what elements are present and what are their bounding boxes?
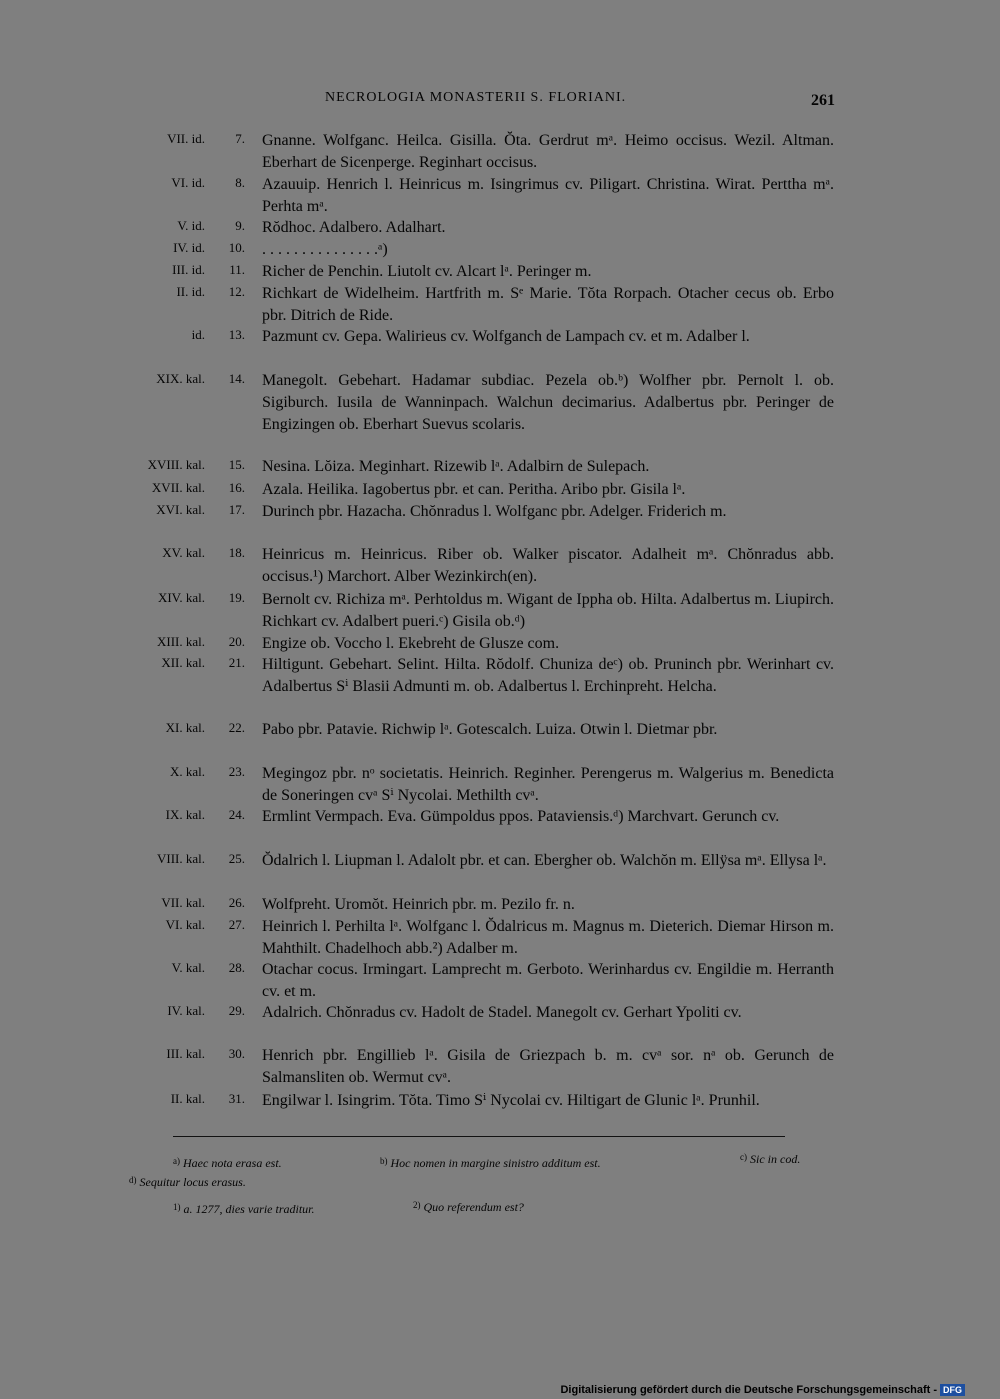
entry-text: Rŏdhoc. Adalbero. Adalhart. <box>262 219 446 236</box>
entry-text: Azala. Heilika. Iagobertus pbr. et can. Peritha. Aribo pbr. Gisila lᵃ. <box>262 481 686 498</box>
footnote-1-mark: 1) <box>173 1202 181 1212</box>
entry-day: 28. <box>228 960 245 975</box>
entry-day: 8. <box>235 175 245 190</box>
footnote-a <box>173 1156 282 1171</box>
entry-day: 14. <box>228 371 245 386</box>
entry-text: . . . . . . . . . . . . . . .ᵃ) <box>262 241 388 258</box>
entry-date: V. id. <box>177 218 205 233</box>
entry-day: 9. <box>235 218 245 233</box>
entry-date: XV. kal. <box>162 545 205 560</box>
entry-text: Wolfpreht. Uromŏt. Heinrich pbr. m. Pezilo fr. n. <box>262 896 575 913</box>
footnote-a-text: Haec nota erasa est. <box>183 1156 282 1170</box>
entry-day: 30. <box>228 1046 245 1061</box>
entry-day: 24. <box>228 807 245 822</box>
entry-day: 16. <box>228 480 245 495</box>
entry-text: Pabo pbr. Patavie. Richwip lᵃ. Gotescalch. Luiza. Otwin l. Dietmar pbr. <box>262 721 718 738</box>
footnote-2 <box>413 1200 524 1215</box>
footnote-a-mark: a) <box>173 1156 180 1166</box>
entry-text: Hiltigunt. Gebehart. Selint. Hilta. Rŏdolf. Chuniza deᶜ) ob. Pruninch pbr. Werinhart cv. Adalbertus Sⁱ Blasii Admunti m. ob. Adalbertus l. Erchinpreht. Helcha. <box>262 656 834 695</box>
entry-day: 31. <box>228 1091 245 1106</box>
entry-text: Bernolt cv. Richiza mᵃ. Perhtoldus m. Wigant de Ippha ob. Hilta. Adalbertus m. Liupirch. Richkart cv. Adalbert pueri.ᶜ) Gisila ob.ᵈ) <box>262 591 834 630</box>
entry-date: VII. kal. <box>161 895 205 910</box>
entry-date: XIX. kal. <box>156 371 205 386</box>
entry-date: XII. kal. <box>161 655 205 670</box>
entry-day: 18. <box>228 545 245 560</box>
entry-text: Pazmunt cv. Gepa. Walirieus cv. Wolfganch de Lampach cv. et m. Adalber l. <box>262 328 750 345</box>
entry-date: XIV. kal. <box>157 590 205 605</box>
footnote-b <box>380 1156 601 1171</box>
dfg-logo: DFG <box>940 1384 965 1396</box>
footnote-d <box>129 1175 246 1190</box>
entry-date: XVII. kal. <box>151 480 205 495</box>
entry-day: 19. <box>228 590 245 605</box>
entry-text: Durinch pbr. Hazacha. Chŏnradus l. Wolfganc pbr. Adelger. Friderich m. <box>262 503 727 520</box>
entry-date: VI. kal. <box>165 917 205 932</box>
footnote-b-mark: b) <box>380 1156 388 1166</box>
entry-day: 25. <box>228 851 245 866</box>
entry-date: IX. kal. <box>165 807 205 822</box>
footnote-d-mark: d) <box>129 1175 137 1185</box>
entry-day: 23. <box>228 764 245 779</box>
footnote-c-text: Sic in cod. <box>750 1152 801 1166</box>
entry-day: 29. <box>228 1003 245 1018</box>
entry-text: Heinrich l. Perhilta lᵃ. Wolfganc l. Ŏdalricus m. Magnus m. Dieterich. Diemar Hirson m. Mahthilt. Chadelhoch abb.²) Adalber m. <box>262 918 834 957</box>
entry-date: VI. id. <box>171 175 205 190</box>
entry-text: Richer de Penchin. Liutolt cv. Alcart lᵃ. Peringer m. <box>262 263 592 280</box>
entry-text: Megingoz pbr. nᵒ societatis. Heinrich. Reginher. Perengerus m. Walgerius m. Benedicta de Soneringen cvᵃ Sⁱ Nycolai. Methilth cvᵃ. <box>262 765 834 804</box>
entry-text: Engize ob. Voccho l. Ekebreht de Glusze com. <box>262 635 560 652</box>
entry-date: XI. kal. <box>165 720 205 735</box>
entry-date: II. id. <box>176 284 205 299</box>
entry-day: 15. <box>228 457 245 472</box>
entry-date: V. kal. <box>171 960 205 975</box>
entry-date: III. id. <box>172 262 205 277</box>
entry-text: Engilwar l. Isingrim. Tŏta. Timo Sⁱ Nycolai cv. Hiltigart de Glunic lᵃ. Prunhil. <box>262 1092 760 1109</box>
entry-day: 21. <box>228 655 245 670</box>
entry-date: XVIII. kal. <box>147 457 205 472</box>
footer-text: Digitalisierung gefördert durch die Deutsche Forschungsgemeinschaft - <box>560 1384 937 1396</box>
entry-text: Henrich pbr. Engillieb lᵃ. Gisila de Griezpach b. m. cvᵃ sor. nᵃ ob. Gerunch de Salmansliten ob. Wermut cvᵃ. <box>262 1047 834 1086</box>
entry-text: Heinricus m. Heinricus. Riber ob. Walker piscator. Adalheit mᵃ. Chŏnradus abb. occisus.¹) Marchort. Alber Wezinkirch(en). <box>262 546 834 585</box>
footnote-d-text: Sequitur locus erasus. <box>139 1175 246 1189</box>
entry-text: Nesina. Lŏiza. Meginhart. Rizewib lᵃ. Adalbirn de Sulepach. <box>262 458 650 475</box>
entry-day: 13. <box>228 327 245 342</box>
entry-date: X. kal. <box>169 764 205 779</box>
footnote-2-mark: 2) <box>413 1200 421 1210</box>
entry-day: 10. <box>228 240 245 255</box>
entry-text: Adalrich. Chŏnradus cv. Hadolt de Stadel. Manegolt cv. Gerhart Ypoliti cv. <box>262 1004 742 1021</box>
page-header-title: NECROLOGIA MONASTERII S. FLORIANI. <box>325 90 627 105</box>
digitization-footer <box>560 1384 965 1396</box>
entry-date: XVI. kal. <box>156 502 205 517</box>
footnote-c-mark: c) <box>740 1152 747 1162</box>
entry-date: id. <box>191 327 205 342</box>
entry-date: II. kal. <box>170 1091 205 1106</box>
entry-day: 11. <box>229 262 245 277</box>
entry-text: Richkart de Widelheim. Hartfrith m. Sᵉ Marie. Tŏta Rorpach. Otacher cecus ob. Erbo pbr. Ditrich de Ride. <box>262 285 834 324</box>
entry-day: 22. <box>228 720 245 735</box>
footnote-2-text: Quo referendum est? <box>423 1200 524 1214</box>
entry-day: 17. <box>228 502 245 517</box>
entry-day: 27. <box>228 917 245 932</box>
footnote-c <box>740 1152 800 1167</box>
entry-day: 12. <box>228 284 245 299</box>
entry-day: 26. <box>228 895 245 910</box>
entry-date: VIII. kal. <box>156 851 205 866</box>
footnote-rule <box>173 1136 785 1137</box>
entry-text: Gnanne. Wolfganc. Heilca. Gisilla. Ŏta. Gerdrut mᵃ. Heimo occisus. Wezil. Altman. Eberhart de Sicenperge. Reginhart occisus. <box>262 132 834 171</box>
entry-date: VII. id. <box>167 131 205 146</box>
entry-date: IV. id. <box>173 240 205 255</box>
entry-text: Ŏdalrich l. Liupman l. Adalolt pbr. et can. Ebergher ob. Walchŏn m. Ellÿsa mᵃ. Ellysa lᵃ. <box>262 852 827 869</box>
page-number: 261 <box>811 92 835 109</box>
entry-text: Azauuip. Henrich l. Heinricus m. Isingrimus cv. Piligart. Christina. Wirat. Perttha mᵃ. Perhta mᵃ. <box>262 176 834 215</box>
entry-date: III. kal. <box>166 1046 205 1061</box>
entry-text: Ermlint Vermpach. Eva. Gümpoldus ppos. Pataviensis.ᵈ) Marchvart. Gerunch cv. <box>262 808 780 825</box>
footnote-1-text: a. 1277, dies varie traditur. <box>183 1202 315 1216</box>
entry-day: 7. <box>235 131 245 146</box>
entry-text: Manegolt. Gebehart. Hadamar subdiac. Pezela ob.ᵇ) Wolfher pbr. Pernolt l. ob. Sigiburch. Iusila de Wanninpach. Walchun decimarius. Adalbertus pbr. Peringer de Engizingen ob. Eberhart Suevus scolaris. <box>262 372 834 433</box>
footnote-1 <box>173 1202 315 1217</box>
entry-date: XIII. kal. <box>156 634 205 649</box>
entry-day: 20. <box>228 634 245 649</box>
entry-date: IV. kal. <box>167 1003 205 1018</box>
entry-text: Otachar cocus. Irmingart. Lamprecht m. Gerboto. Werinhardus cv. Engildie m. Herranth cv. et m. <box>262 961 834 1000</box>
footnote-b-text: Hoc nomen in margine sinistro additum est. <box>390 1156 601 1170</box>
